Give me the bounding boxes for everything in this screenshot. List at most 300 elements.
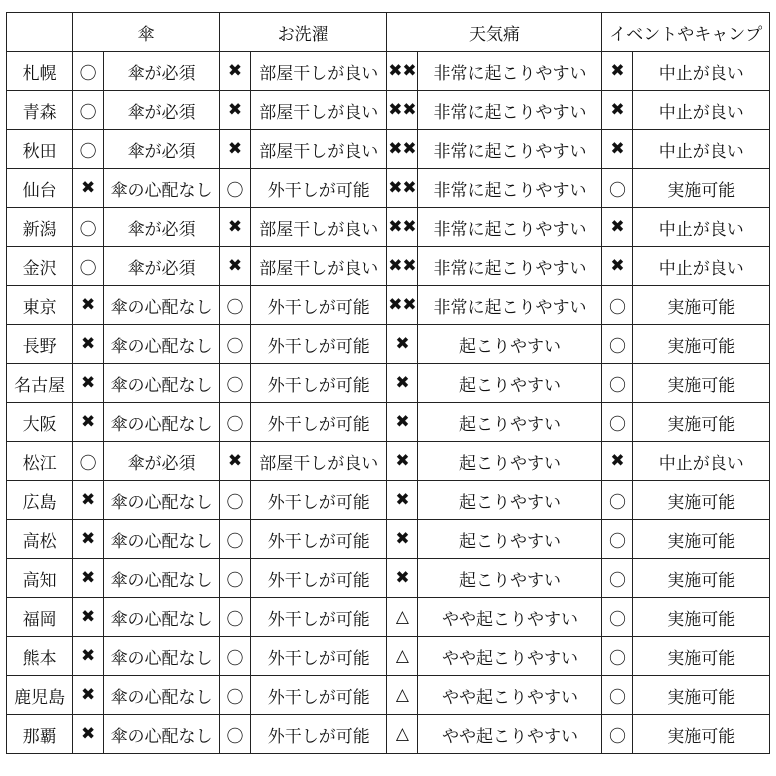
laundry-symbol xyxy=(219,403,250,442)
umbrella-text-value: 傘の心配なし xyxy=(110,414,213,435)
weather-pain-text-value: やや起こりやすい xyxy=(441,609,578,630)
event-text-value: 中止が良い xyxy=(658,219,744,240)
weather-pain-symbol xyxy=(387,559,418,598)
event-symbol-value: ✖ xyxy=(610,139,625,159)
umbrella-symbol-value: ✖ xyxy=(81,724,96,744)
laundry-symbol-value: 〇 xyxy=(226,687,244,708)
city-cell-value: 仙台 xyxy=(22,180,57,201)
weather-pain-symbol xyxy=(387,715,418,754)
umbrella-text-value: 傘の心配なし xyxy=(110,687,213,708)
laundry-symbol-value: 〇 xyxy=(226,531,244,552)
laundry-symbol-value: 〇 xyxy=(226,414,244,435)
laundry-text xyxy=(250,91,386,130)
table-row xyxy=(7,247,770,286)
forecast-table xyxy=(6,12,770,754)
city-cell xyxy=(7,52,73,91)
weather-pain-symbol-value: ✖✖ xyxy=(388,139,417,159)
laundry-text xyxy=(250,442,386,481)
event-symbol xyxy=(602,364,633,403)
city-cell xyxy=(7,208,73,247)
weather-pain-symbol xyxy=(387,442,418,481)
weather-pain-symbol-value: △ xyxy=(395,607,409,627)
laundry-text-value: 部屋干しが良い xyxy=(259,219,379,240)
umbrella-text-value: 傘の心配なし xyxy=(110,336,213,357)
event-text-value: 実施可能 xyxy=(667,687,736,708)
weather-pain-symbol-value: ✖ xyxy=(395,334,410,354)
event-symbol xyxy=(602,637,633,676)
umbrella-symbol-value: 〇 xyxy=(79,102,97,123)
weather-pain-symbol xyxy=(387,286,418,325)
umbrella-symbol-value: ✖ xyxy=(81,334,96,354)
laundry-symbol xyxy=(219,130,250,169)
table-row xyxy=(7,481,770,520)
weather-pain-text-value: 起こりやすい xyxy=(458,453,561,474)
laundry-text-value: 外干しが可能 xyxy=(267,414,370,435)
umbrella-text-value: 傘の心配なし xyxy=(110,375,213,396)
event-text xyxy=(633,286,770,325)
event-symbol xyxy=(602,130,633,169)
table-body xyxy=(7,52,770,754)
table-row xyxy=(7,130,770,169)
weather-pain-text-value: 非常に起こりやすい xyxy=(433,297,587,318)
weather-pain-text xyxy=(418,715,602,754)
table-row xyxy=(7,715,770,754)
umbrella-text xyxy=(104,325,220,364)
laundry-text-value: 外干しが可能 xyxy=(267,687,370,708)
event-text xyxy=(633,598,770,637)
laundry-text xyxy=(250,286,386,325)
event-text xyxy=(633,442,770,481)
city-cell xyxy=(7,715,73,754)
event-symbol xyxy=(602,598,633,637)
laundry-text-value: 部屋干しが良い xyxy=(259,141,379,162)
umbrella-text xyxy=(104,247,220,286)
weather-pain-text-value: 非常に起こりやすい xyxy=(433,102,587,123)
event-symbol xyxy=(602,208,633,247)
laundry-symbol-value: ✖ xyxy=(227,217,243,237)
event-text-value: 実施可能 xyxy=(667,297,736,318)
weather-pain-text xyxy=(418,325,602,364)
city-cell-value: 広島 xyxy=(22,492,57,513)
laundry-text-value: 外干しが可能 xyxy=(267,297,370,318)
table-row xyxy=(7,169,770,208)
umbrella-text xyxy=(104,286,220,325)
city-cell xyxy=(7,130,73,169)
city-cell xyxy=(7,598,73,637)
weather-pain-symbol xyxy=(387,325,418,364)
laundry-symbol xyxy=(219,676,250,715)
laundry-symbol xyxy=(219,442,250,481)
umbrella-symbol-value: ✖ xyxy=(81,412,96,432)
event-symbol-value: 〇 xyxy=(608,336,626,357)
event-symbol-value: 〇 xyxy=(608,180,626,201)
weather-pain-text-value: やや起こりやすい xyxy=(441,648,578,669)
event-symbol-value: 〇 xyxy=(608,297,626,318)
event-symbol xyxy=(602,325,633,364)
weather-pain-text xyxy=(418,208,602,247)
weather-pain-symbol xyxy=(387,208,418,247)
umbrella-text-value: 傘の心配なし xyxy=(110,648,213,669)
weather-pain-text-value: 非常に起こりやすい xyxy=(433,219,587,240)
event-text xyxy=(633,481,770,520)
laundry-symbol-value: ✖ xyxy=(227,100,243,120)
weather-pain-symbol-value: ✖✖ xyxy=(388,217,417,237)
weather-pain-symbol-value: ✖ xyxy=(395,490,410,510)
event-symbol-value: ✖ xyxy=(610,100,625,120)
umbrella-text xyxy=(104,559,220,598)
umbrella-text-value: 傘が必須 xyxy=(127,258,196,279)
weather-pain-symbol-value: ✖✖ xyxy=(388,100,417,120)
laundry-symbol-value: 〇 xyxy=(226,180,244,201)
city-cell xyxy=(7,247,73,286)
laundry-symbol-value: 〇 xyxy=(226,726,244,747)
umbrella-symbol-value: 〇 xyxy=(79,258,97,279)
umbrella-symbol xyxy=(73,169,104,208)
umbrella-text xyxy=(104,91,220,130)
event-text xyxy=(633,247,770,286)
laundry-text xyxy=(250,169,386,208)
event-symbol xyxy=(602,169,633,208)
event-text-value: 実施可能 xyxy=(667,375,736,396)
city-cell-value: 鹿児島 xyxy=(14,687,66,708)
event-text-value: 実施可能 xyxy=(667,570,736,591)
weather-pain-symbol-value: △ xyxy=(395,685,409,705)
weather-pain-text xyxy=(418,247,602,286)
weather-pain-text-value: 起こりやすい xyxy=(458,336,561,357)
umbrella-symbol-value: ✖ xyxy=(81,490,96,510)
laundry-symbol-value: 〇 xyxy=(226,648,244,669)
weather-pain-text-value: 起こりやすい xyxy=(458,531,561,552)
city-cell xyxy=(7,403,73,442)
laundry-text xyxy=(250,247,386,286)
laundry-symbol xyxy=(219,481,250,520)
event-text xyxy=(633,169,770,208)
city-cell-value: 松江 xyxy=(22,453,57,474)
weather-pain-text-value: 起こりやすい xyxy=(458,375,561,396)
umbrella-symbol-value: ✖ xyxy=(81,607,96,627)
city-cell xyxy=(7,169,73,208)
laundry-text xyxy=(250,481,386,520)
umbrella-symbol xyxy=(73,598,104,637)
weather-pain-symbol-value: ✖ xyxy=(395,529,410,549)
city-cell-value: 金沢 xyxy=(22,258,57,279)
umbrella-text xyxy=(104,715,220,754)
city-cell-value: 秋田 xyxy=(22,141,57,162)
header-city-blank xyxy=(7,13,73,52)
laundry-symbol-value: ✖ xyxy=(227,256,243,276)
city-cell-value: 熊本 xyxy=(22,648,57,669)
table-row xyxy=(7,208,770,247)
umbrella-symbol xyxy=(73,715,104,754)
weather-pain-symbol-value: ✖ xyxy=(395,412,410,432)
weather-pain-text-value: 非常に起こりやすい xyxy=(433,258,587,279)
laundry-text-value: 部屋干しが良い xyxy=(259,63,379,84)
event-text-value: 中止が良い xyxy=(658,141,744,162)
city-cell-value: 新潟 xyxy=(22,219,57,240)
table-row xyxy=(7,91,770,130)
table-row xyxy=(7,52,770,91)
weather-pain-symbol xyxy=(387,169,418,208)
umbrella-symbol xyxy=(73,325,104,364)
event-symbol-value: ✖ xyxy=(610,256,625,276)
umbrella-symbol xyxy=(73,520,104,559)
umbrella-symbol xyxy=(73,442,104,481)
laundry-text xyxy=(250,559,386,598)
laundry-text-value: 部屋干しが良い xyxy=(259,453,379,474)
weather-pain-symbol xyxy=(387,130,418,169)
laundry-symbol xyxy=(219,52,250,91)
event-text-value: 実施可能 xyxy=(667,414,736,435)
laundry-text-value: 外干しが可能 xyxy=(267,531,370,552)
laundry-symbol xyxy=(219,169,250,208)
umbrella-text-value: 傘の心配なし xyxy=(110,180,213,201)
weather-pain-symbol-value: ✖ xyxy=(395,451,410,471)
laundry-text xyxy=(250,325,386,364)
weather-pain-symbol xyxy=(387,403,418,442)
laundry-symbol xyxy=(219,598,250,637)
laundry-text-value: 外干しが可能 xyxy=(267,180,370,201)
laundry-symbol xyxy=(219,208,250,247)
header-row xyxy=(7,13,770,52)
event-text xyxy=(633,208,770,247)
laundry-symbol xyxy=(219,715,250,754)
event-symbol xyxy=(602,559,633,598)
umbrella-text-value: 傘の心配なし xyxy=(110,531,213,552)
umbrella-text-value: 傘が必須 xyxy=(127,141,196,162)
laundry-text xyxy=(250,364,386,403)
umbrella-symbol-value: ✖ xyxy=(81,295,96,315)
table-row xyxy=(7,442,770,481)
laundry-text-value: 外干しが可能 xyxy=(267,570,370,591)
weather-pain-symbol-value: △ xyxy=(395,724,409,744)
weather-pain-text xyxy=(418,286,602,325)
weather-pain-text xyxy=(418,442,602,481)
weather-pain-text-value: 非常に起こりやすい xyxy=(433,141,587,162)
city-cell xyxy=(7,637,73,676)
weather-pain-symbol-value: △ xyxy=(395,646,409,666)
weather-pain-symbol xyxy=(387,637,418,676)
event-text-value: 実施可能 xyxy=(667,648,736,669)
city-cell xyxy=(7,676,73,715)
weather-pain-text xyxy=(418,598,602,637)
event-text xyxy=(633,403,770,442)
event-symbol-value: 〇 xyxy=(608,726,626,747)
weather-pain-text xyxy=(418,52,602,91)
weather-pain-symbol xyxy=(387,91,418,130)
event-symbol xyxy=(602,676,633,715)
event-symbol-value: 〇 xyxy=(608,375,626,396)
laundry-text xyxy=(250,130,386,169)
event-symbol-value: 〇 xyxy=(608,570,626,591)
laundry-symbol-value: ✖ xyxy=(227,451,243,471)
event-text-value: 実施可能 xyxy=(667,492,736,513)
weather-pain-symbol xyxy=(387,481,418,520)
city-cell-value: 札幌 xyxy=(22,63,57,84)
laundry-symbol-value: 〇 xyxy=(226,609,244,630)
event-text-value: 中止が良い xyxy=(658,453,744,474)
laundry-text-value: 部屋干しが良い xyxy=(259,102,379,123)
city-cell-value: 大阪 xyxy=(22,414,57,435)
table-row xyxy=(7,520,770,559)
umbrella-text xyxy=(104,442,220,481)
weather-pain-text xyxy=(418,403,602,442)
event-symbol xyxy=(602,286,633,325)
table-row xyxy=(7,403,770,442)
umbrella-text-value: 傘の心配なし xyxy=(110,492,213,513)
event-symbol xyxy=(602,481,633,520)
table-row xyxy=(7,637,770,676)
event-text xyxy=(633,637,770,676)
city-cell xyxy=(7,520,73,559)
umbrella-text-value: 傘の心配なし xyxy=(110,570,213,591)
weather-pain-text xyxy=(418,520,602,559)
umbrella-text xyxy=(104,598,220,637)
weather-pain-text xyxy=(418,676,602,715)
umbrella-text-value: 傘の心配なし xyxy=(110,726,213,747)
weather-pain-text-value: やや起こりやすい xyxy=(441,687,578,708)
weather-pain-symbol-value: ✖✖ xyxy=(388,295,417,315)
event-text-value: 実施可能 xyxy=(667,531,736,552)
laundry-text-value: 外干しが可能 xyxy=(267,492,370,513)
header-event: イベントやキャンプ xyxy=(602,13,770,52)
umbrella-text-value: 傘が必須 xyxy=(127,453,196,474)
umbrella-text-value: 傘が必須 xyxy=(127,63,196,84)
weather-pain-text xyxy=(418,481,602,520)
laundry-symbol-value: 〇 xyxy=(226,375,244,396)
city-cell xyxy=(7,286,73,325)
umbrella-symbol xyxy=(73,481,104,520)
laundry-symbol xyxy=(219,247,250,286)
event-symbol-value: ✖ xyxy=(610,61,625,81)
umbrella-symbol-value: ✖ xyxy=(81,178,96,198)
umbrella-text xyxy=(104,169,220,208)
umbrella-symbol-value: 〇 xyxy=(79,453,97,474)
weather-pain-text-value: 起こりやすい xyxy=(458,414,561,435)
table-row xyxy=(7,325,770,364)
laundry-symbol xyxy=(219,559,250,598)
event-symbol-value: 〇 xyxy=(608,609,626,630)
event-symbol-value: 〇 xyxy=(608,648,626,669)
umbrella-symbol xyxy=(73,130,104,169)
event-text-value: 実施可能 xyxy=(667,336,736,357)
city-cell xyxy=(7,325,73,364)
weather-pain-symbol-value: ✖✖ xyxy=(388,61,417,81)
city-cell xyxy=(7,559,73,598)
event-symbol xyxy=(602,247,633,286)
laundry-symbol-value: 〇 xyxy=(226,297,244,318)
umbrella-symbol-value: 〇 xyxy=(79,63,97,84)
event-text xyxy=(633,559,770,598)
laundry-symbol xyxy=(219,91,250,130)
weather-pain-text xyxy=(418,169,602,208)
event-symbol-value: 〇 xyxy=(608,531,626,552)
laundry-symbol-value: 〇 xyxy=(226,570,244,591)
city-cell-value: 高松 xyxy=(22,531,57,552)
city-cell-value: 高知 xyxy=(22,570,57,591)
event-text xyxy=(633,676,770,715)
laundry-text-value: 外干しが可能 xyxy=(267,726,370,747)
laundry-symbol-value: 〇 xyxy=(226,492,244,513)
event-symbol xyxy=(602,715,633,754)
umbrella-text xyxy=(104,481,220,520)
weather-pain-text-value: やや起こりやすい xyxy=(441,726,578,747)
weather-pain-text-value: 非常に起こりやすい xyxy=(433,63,587,84)
event-symbol-value: 〇 xyxy=(608,687,626,708)
event-symbol xyxy=(602,52,633,91)
laundry-text xyxy=(250,403,386,442)
event-text-value: 中止が良い xyxy=(658,63,744,84)
weather-pain-text xyxy=(418,91,602,130)
event-symbol xyxy=(602,91,633,130)
umbrella-text xyxy=(104,52,220,91)
event-text xyxy=(633,715,770,754)
event-text xyxy=(633,52,770,91)
weather-pain-text-value: 非常に起こりやすい xyxy=(433,180,587,201)
event-text xyxy=(633,520,770,559)
umbrella-symbol xyxy=(73,208,104,247)
umbrella-text xyxy=(104,130,220,169)
laundry-text xyxy=(250,715,386,754)
umbrella-text xyxy=(104,637,220,676)
city-cell-value: 福岡 xyxy=(22,609,57,630)
laundry-symbol xyxy=(219,520,250,559)
event-symbol-value: ✖ xyxy=(610,451,625,471)
weather-pain-symbol-value: ✖ xyxy=(395,568,410,588)
weather-pain-symbol xyxy=(387,520,418,559)
laundry-symbol-value: ✖ xyxy=(227,139,243,159)
city-cell-value: 那覇 xyxy=(22,726,57,747)
laundry-text-value: 部屋干しが良い xyxy=(259,258,379,279)
laundry-text xyxy=(250,208,386,247)
umbrella-symbol-value: ✖ xyxy=(81,568,96,588)
umbrella-text-value: 傘の心配なし xyxy=(110,609,213,630)
laundry-text xyxy=(250,598,386,637)
umbrella-text xyxy=(104,208,220,247)
event-text xyxy=(633,91,770,130)
event-text-value: 実施可能 xyxy=(667,726,736,747)
city-cell-value: 長野 xyxy=(22,336,57,357)
umbrella-symbol-value: ✖ xyxy=(81,373,96,393)
event-symbol xyxy=(602,520,633,559)
umbrella-text-value: 傘が必須 xyxy=(127,102,196,123)
umbrella-symbol-value: 〇 xyxy=(79,141,97,162)
event-text xyxy=(633,364,770,403)
weather-pain-text xyxy=(418,364,602,403)
weather-pain-text xyxy=(418,637,602,676)
event-symbol-value: ✖ xyxy=(610,217,625,237)
umbrella-text xyxy=(104,676,220,715)
umbrella-symbol xyxy=(73,364,104,403)
city-cell xyxy=(7,442,73,481)
event-symbol xyxy=(602,403,633,442)
weather-pain-symbol xyxy=(387,598,418,637)
weather-pain-symbol-value: ✖✖ xyxy=(388,178,417,198)
city-cell xyxy=(7,364,73,403)
event-symbol-value: 〇 xyxy=(608,492,626,513)
laundry-text-value: 外干しが可能 xyxy=(267,609,370,630)
weather-pain-symbol xyxy=(387,676,418,715)
city-cell-value: 東京 xyxy=(22,297,57,318)
weather-pain-symbol-value: ✖ xyxy=(395,373,410,393)
umbrella-text xyxy=(104,403,220,442)
header-weather-pain: 天気痛 xyxy=(387,13,602,52)
laundry-text-value: 外干しが可能 xyxy=(267,375,370,396)
laundry-text xyxy=(250,637,386,676)
table-row xyxy=(7,364,770,403)
city-cell xyxy=(7,481,73,520)
umbrella-symbol xyxy=(73,52,104,91)
table-row xyxy=(7,559,770,598)
